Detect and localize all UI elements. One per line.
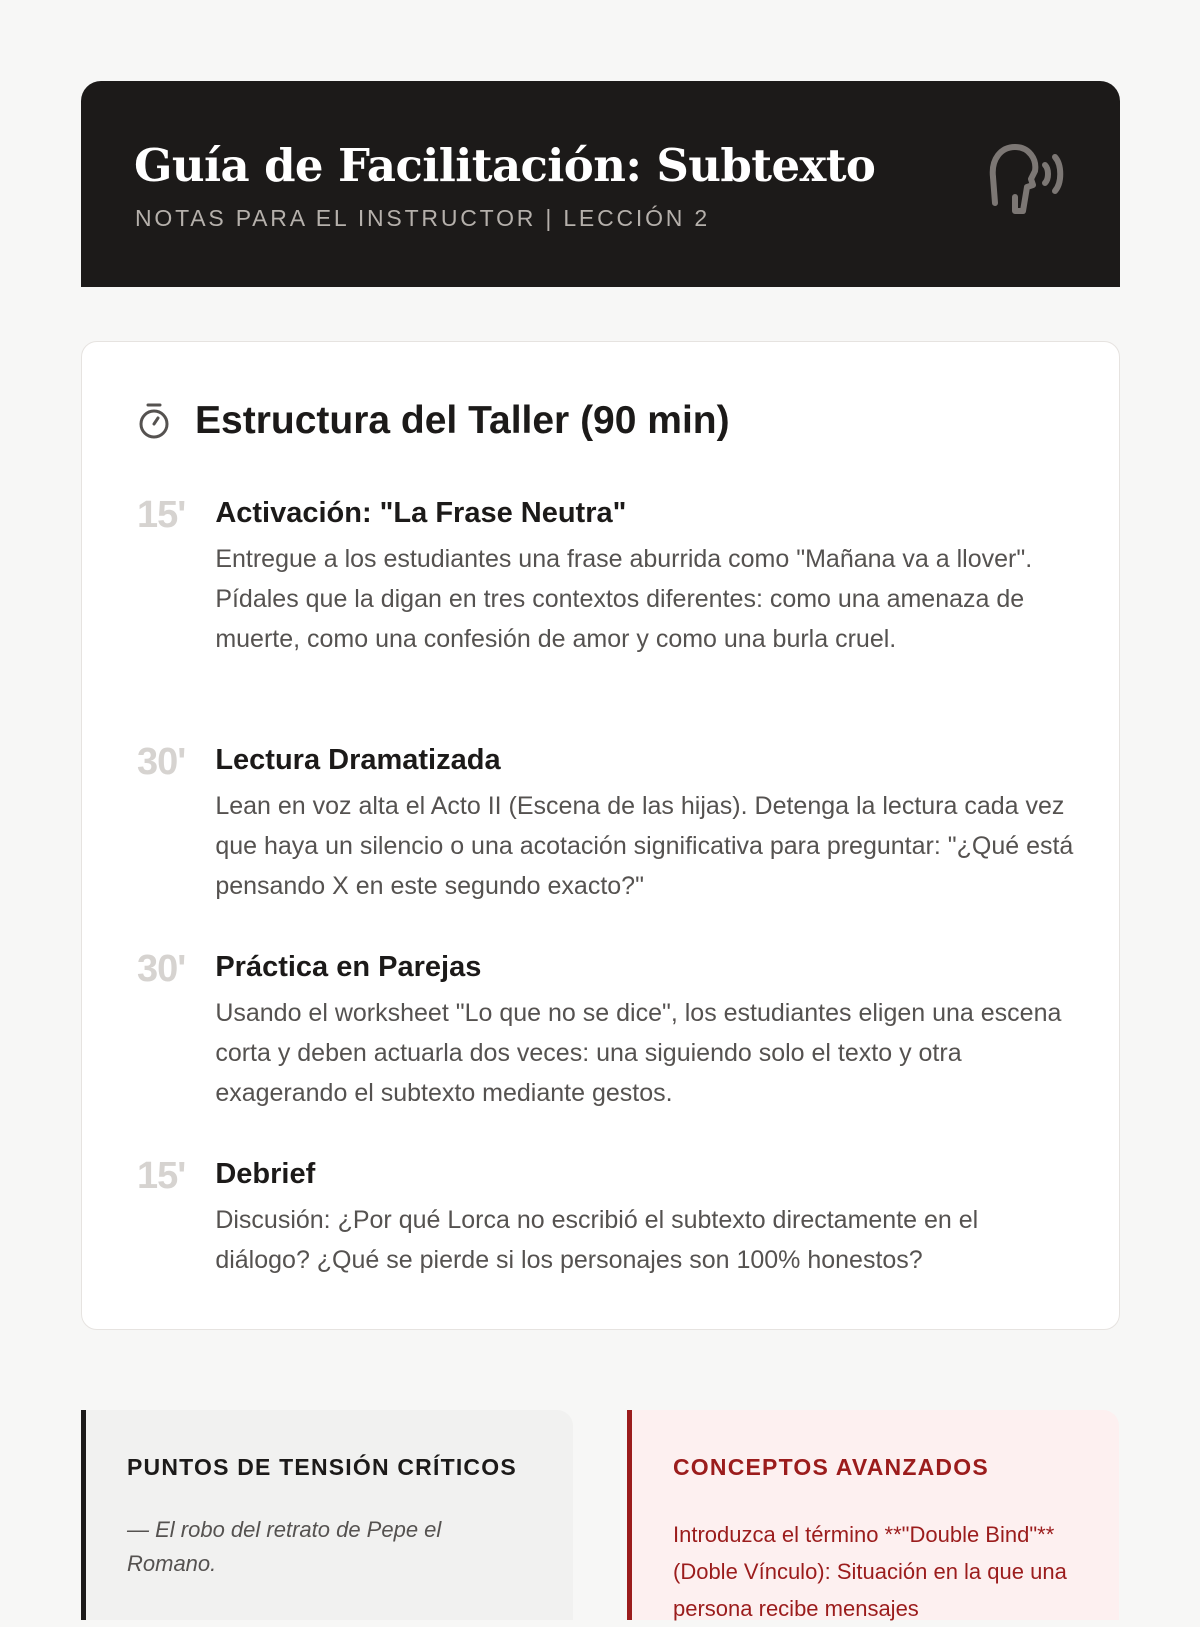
workshop-step [137,948,1077,1113]
advanced-concepts-panel [627,1410,1119,1620]
page-header [81,81,1120,287]
step-title: Activación: "La Frase Neutra" [215,497,627,529]
step-title: Lectura Dramatizada [215,744,501,776]
workshop-card [81,341,1120,1330]
step-duration: 30' [137,948,186,990]
page-title: Guía de Facilitación: Subtexto [134,139,876,192]
workshop-step [137,741,1077,906]
timer-icon [137,402,171,440]
tension-points-text: — El robo del retrato de Pepe el Romano. [127,1517,442,1576]
step-description: Discusión: ¿Por qué Lorca no escribió el subtexto directamente en el diálogo? ¿Qué se pierde si los personajes son 100% honestos? [215,1206,979,1274]
tension-points-heading: PUNTOS DE TENSIÓN CRÍTICOS [127,1454,517,1480]
advanced-concepts-heading: CONCEPTOS AVANZADOS [673,1454,989,1480]
advanced-concepts-text: Introduzca el término **"Double Bind"** (Doble Vínculo): Situación en la que una persona recibe mensajes [673,1522,1067,1621]
page-subtitle: NOTAS PARA EL INSTRUCTOR | LECCIÓN 2 [135,205,710,231]
step-description: Lean en voz alta el Acto II (Escena de las hijas). Detenga la lectura cada vez que haya un silencio o una acotación significativa para preguntar: "¿Qué está pensando X en este segundo exacto?" [215,792,1074,900]
step-title: Práctica en Parejas [215,951,482,983]
tension-points-panel [81,1410,573,1620]
speaking-head-icon [987,141,1067,215]
step-duration: 30' [137,741,186,783]
workshop-step [137,494,1077,659]
step-duration: 15' [137,494,186,536]
step-description: Usando el worksheet "Lo que no se dice", los estudiantes eligen una escena corta y deben actuarla dos veces: una siguiendo solo el texto y otra exagerando el subtexto mediante gestos. [215,999,1062,1107]
workshop-heading [137,400,730,442]
step-duration: 15' [137,1155,186,1197]
workshop-title: Estructura del Taller (90 min) [195,399,730,442]
workshop-step [137,1155,1077,1280]
step-title: Debrief [215,1158,316,1190]
step-description: Entregue a los estudiantes una frase aburrida como "Mañana va a llover". Pídales que la digan en tres contextos diferentes: como una amenaza de muerte, como una confesión de amor y como una burla cruel. [215,545,1033,653]
